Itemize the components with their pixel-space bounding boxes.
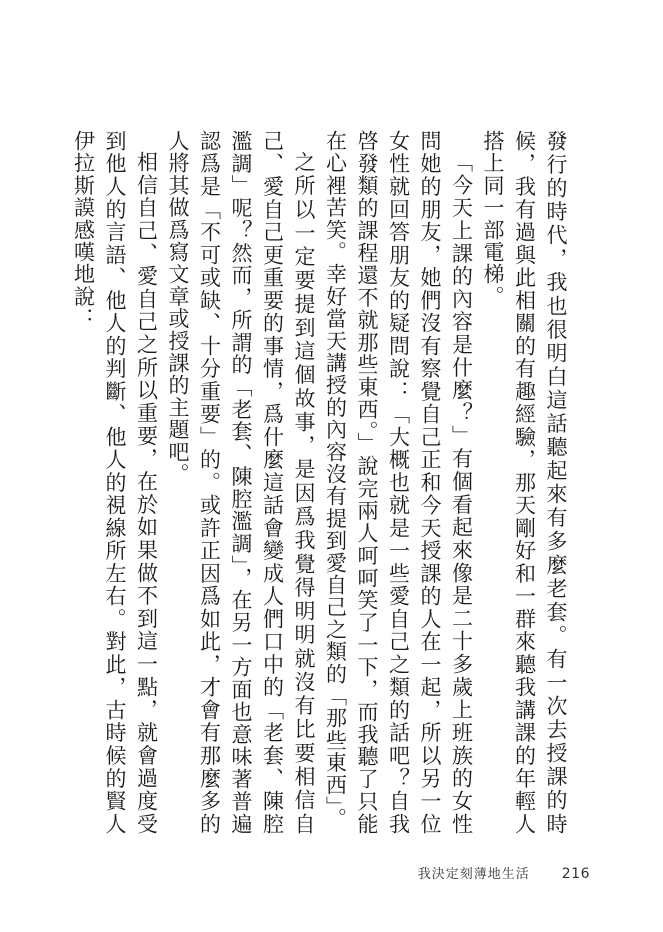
paragraph-1: 發行的時代，我也很明白這話聽起來有多麼老套。有一次去授課的時候，我有過與此相關的有趣經驗，那天剛好和一群來聽我講課的年輕人搭上同一部電梯。 [481,130,568,835]
vertical-body-text [67,130,571,835]
page-number: 216 [561,866,590,882]
page-footer [0,863,590,882]
paragraph-2: 「今天上課的內容是什麼？」有個看起來像是二十多歲上班族的女性問她的朋友，她們沒有察覺自己正和今天授課的人在一起，所以另一位女性就回答朋友的疑問說：「大概也就是一些愛自己之類的話吧？自我啓發類的課程還不就那些東西。」說完兩人呵呵笑了一下，而我聽了只能在心裡苦笑。幸好當天講授的內容沒有提到愛自己之類的「那些東西」。 [323,130,474,835]
paragraph-4: 相信自己、愛自己之所以重要，在於如果做不到這一點，就會過度受到他人的言語、他人的判斷、他人的視線所左右。對此，古時候的賢人伊拉斯謨感嘆地說： [71,130,159,835]
paragraph-3: 之所以一定要提到這個故事，是因爲我覺得明明就沒有比要相信自己、愛自己更重要的事情，爲什麼這話會變成人們口中的「老套、陳腔濫調」呢？然而，所謂的「老套、陳腔濫調」，在另一方面也意味著普遍認爲是「不可或缺、十分重要」的。或許正因爲如此，才會有那麼多的人將其做爲寫文章或授課的主題吧。 [166,130,316,835]
book-title: 我決定刻薄地生活 [417,867,530,882]
